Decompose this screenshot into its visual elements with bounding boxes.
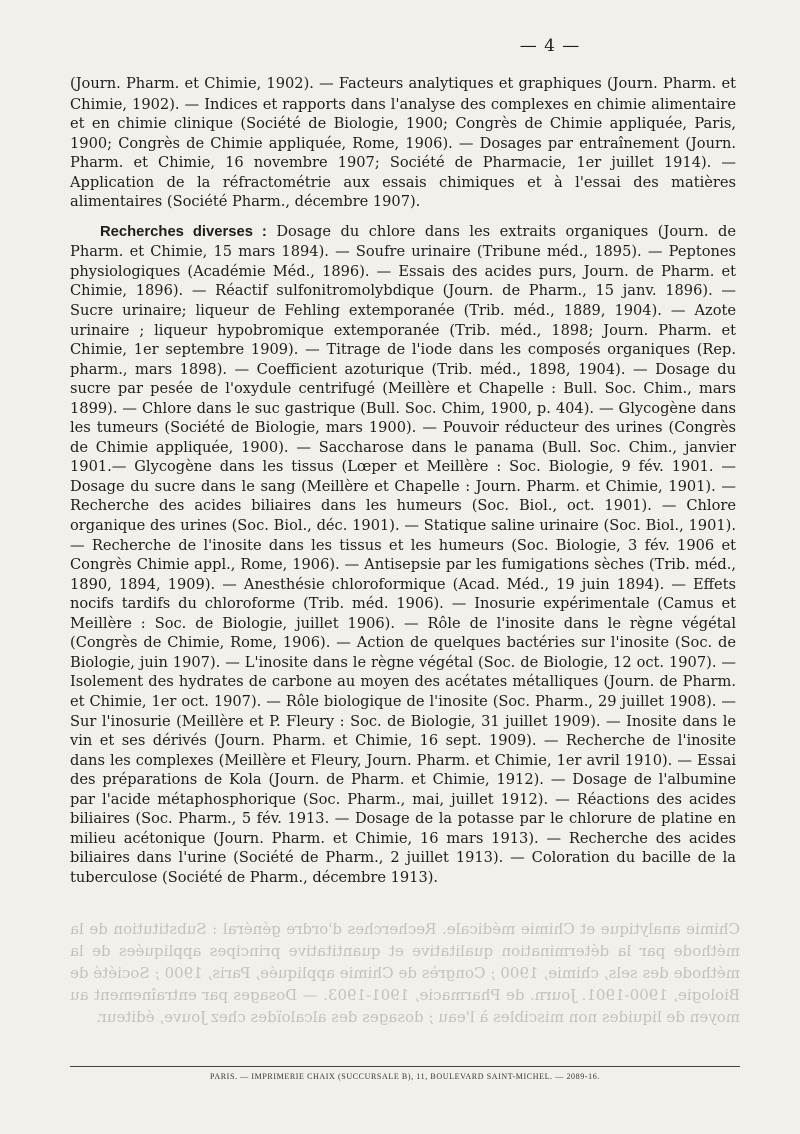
paragraph-heading: Recherches diverses : — [100, 223, 267, 240]
paragraph-recherches-diverses — [70, 222, 736, 888]
paragraph-continued — [70, 74, 736, 212]
paragraph-body: Dosage du chlore dans les extraits organiques (Journ. de Pharm. et Chimie, 15 mars 1894). — Soufre urinaire (Tribune méd., 1895). — Peptones physiologiques (Académie Méd., 1896). — Essais des acides purs, Journ. de Pharm. et Chimie, 1896). — Réactif sulfonitromolybdique (Journ. de Pharm., 15 janv. 1896). — Sucre urinaire; liqueur de Fehling extemporanée (Trib. méd., 1889, 1904). — Azote urinaire ; liqueur hypobromique extemporanée (Trib. méd., 1898; Journ. Pharm. et Chimie, 1er septembre 1909). — Titrage de l'iode dans les composés organiques (Rep. pharm., mars 1898). — Coefficient azoturique (Trib. méd., 1898, 1904). — Dosage du sucre par pesée de l'oxydule centrifugé (Meillère et Chapelle : Bull. Soc. Chim., mars 1899). — Chlore dans le suc gastrique (Bull. Soc. Chim, 1900, p. 404). — Glycogène dans les tumeurs (Société de Biologie, mars 1900). — Pouvoir réducteur des urines (Congrès de Chimie appliquée, 1900). — Saccharose dans le panama (Bull. Soc. Chim., janvier 1901.— Glycogène dans les tissus (Lœper et Meillère : Soc. Biologie, 9 fév. 1901. — Dosage du sucre dans le sang (Meillère et Chapelle : Journ. Pharm. et Chimie, 1901). — Recherche des acides biliaires dans les humeurs (Soc. Biol., oct. 1901). — Chlore organique des urines (Soc. Biol., déc. 1901). — Statique saline urinaire (Soc. Biol., 1901). — Recherche de l'inosite dans les tissus et les humeurs (Soc. Biologie, 3 fév. 1906 et Congrès Chimie appl., Rome, 1906). — Antisepsie par les fumigations sèches (Trib. méd., 1890, 1894, 1909). — Anesthésie chloroformique (Acad. Méd., 19 juin 1894). — Effets nocifs tardifs du chloroforme (Trib. méd. 1906). — Inosurie expérimentale (Camus et Meillère : Soc. de Biologie, juillet 1906). — Rôle de l'inosite dans le règne végétal (Congrès de Chimie, Rome, 1906). — Action de quelques bactéries sur l'inosite (Soc. de Biologie, juin 1907). — L'inosite dans le règne végétal (Soc. de Biologie, 12 oct. 1907). — Isolement des hydrates de carbone au moyen des acétates métalliques (Journ. de Pharm. et Chimie, 1er oct. 1907). — Rôle biologique de l'inosite (Soc. Pharm., 29 juillet 1908). — Sur l'inosurie (Meillère et P. Fleury : Soc. de Biologie, 31 juillet 1909). — Inosite dans le vin et ses dérivés (Journ. Pharm. et Chimie, 16 sept. 1909). — Recherche de l'inosite dans les complexes (Meillère et Fleury, Journ. Pharm. et Chimie, 1er avril 1910). — Essai des préparations de Kola (Journ. de Pharm. et Chimie, 1912). — Dosage de l'albumine par l'acide métaphosphorique (Soc. Pharm., mai, juillet 1912). — Réactions des acides biliaires (Soc. Pharm., 5 fév. 1913. — Dosage de la potasse par le chlorure de platine en milieu acétonique (Journ. Pharm. et Chimie, 16 mars 1913). — Recherche des acides biliaires dans l'urine (Société de Pharm., 2 juillet 1913). — Coloration du bacille de la tuberculose (Société de Pharm., décembre 1913). — [70, 222, 737, 886]
printer-imprint: PARIS. — IMPRIMERIE CHAIX (SUCCURSALE B), 11, BOULEVARD SAINT-MICHEL. — 2089-16. — [210, 1072, 600, 1081]
paragraph-body: (Journ. Pharm. et Chimie, 1902). — Facteurs analytiques et graphiques (Journ. Pharm. et Chimie, 1902). — Indices et rapports dans l'analyse des complexes en chimie alimentaire et en chimie clinique (Société de Biologie, 1900; Congrès de Chimie appliquée, Paris, 1900; Congrès de Chimie appliquée, Rome, 1906). — Dosages par entraînement (Journ. Pharm. et Chimie, 16 novembre 1907; Société de Pharmacie, 1er juillet 1914). — Application de la réfractométrie aux essais chimiques et à l'essai des matières alimentaires (Société Pharm., décembre 1907). — [70, 75, 736, 211]
page-number: — 4 — — [519, 36, 581, 56]
bibliography-text — [70, 74, 736, 887]
show-through-text: Chimie analytique et Chimie médicale. Recherches d'ordre général : Substitution de la méthode par la détermination qualitative et quantitative principes appliquées de la méthode des sels, chimie, 1900 ; Congrès de Chimie appliquée, Paris, 1900 ; Société de Biologie, 1900-1901. Journ. de Pharmacie, 1901-1903. — Dosages par entraînement au moyen de liquides non miscibles à l'eau ; dosages des alcaloïdes chez Jouve, éditeur. — [70, 920, 740, 1026]
footer-rule — [70, 1066, 740, 1067]
